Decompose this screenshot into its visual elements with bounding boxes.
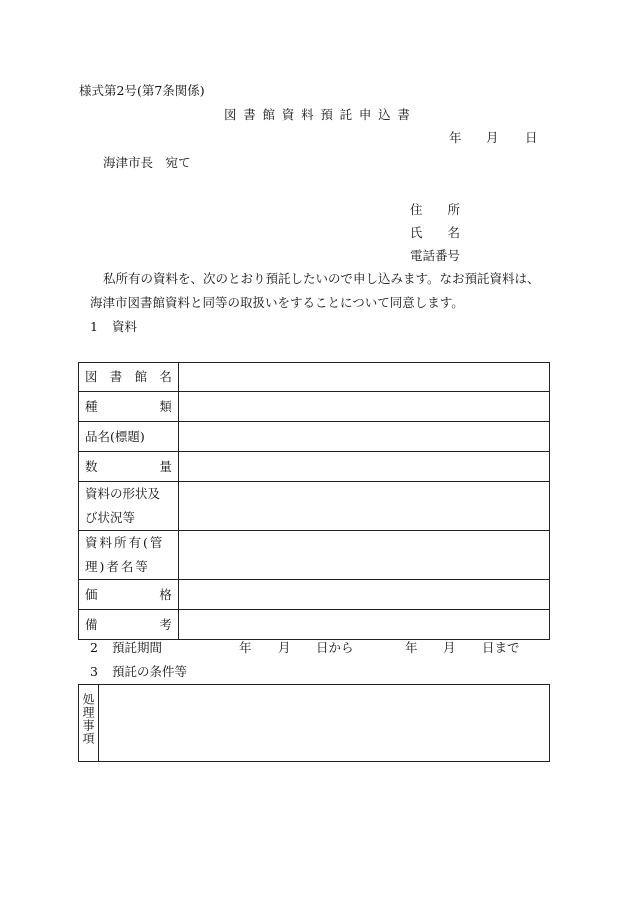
materials-table-body (79, 363, 550, 640)
period-day-from: 日から (316, 640, 354, 655)
materials-row-value[interactable] (178, 392, 549, 422)
date-year-label: 年 (449, 130, 462, 145)
materials-row (79, 363, 550, 392)
period-day-until: 日まで (482, 640, 520, 655)
title-char: 託 (339, 107, 353, 122)
processing-label-cell (79, 685, 99, 762)
materials-row-label: 品名(標題) (79, 422, 179, 452)
materials-row-label: 数 量 (79, 452, 179, 482)
section-2-label: 預託期間 (112, 640, 163, 655)
section-1-label: 資料 (112, 319, 138, 334)
materials-row (79, 580, 550, 610)
date-day-label: 日 (525, 130, 538, 145)
section-3-label: 預託の条件等 (112, 664, 188, 679)
name-label: 氏 名 (410, 225, 461, 240)
processing-row (79, 685, 550, 762)
addressee: 海津市長 宛て (103, 155, 191, 170)
title-char: 料 (301, 107, 314, 122)
title-char: 館 (262, 107, 276, 122)
title-char: 書 (397, 107, 410, 122)
period-year-from: 年 (239, 640, 252, 655)
materials-row-value[interactable] (178, 452, 549, 482)
title-char: 申 (358, 107, 372, 122)
body-line-2: 海津市図書館資料と同等の取扱いをすることについて同意します。 (90, 295, 464, 310)
title-chars (224, 107, 410, 123)
document-title (224, 107, 410, 123)
materials-row (79, 531, 550, 580)
section-3-number: 3 (90, 664, 98, 679)
title-char: 預 (320, 107, 333, 122)
form-number: 様式第2号(第7条関係) (79, 83, 205, 98)
materials-row-label: 価 格 (79, 580, 179, 610)
materials-row-value[interactable] (178, 363, 549, 392)
materials-row (79, 482, 550, 531)
title-char: 込 (378, 107, 391, 122)
materials-table (78, 362, 550, 640)
materials-row (79, 392, 550, 422)
materials-row-label: 資料所有(管理)者名等 (79, 531, 179, 580)
materials-row-value[interactable] (178, 531, 549, 580)
processing-label: 処理事項 (80, 693, 95, 745)
materials-row-value[interactable] (178, 482, 549, 531)
processing-table (78, 684, 550, 762)
materials-row-value[interactable] (178, 422, 549, 452)
title-char: 図 (224, 107, 237, 122)
processing-value-cell[interactable] (98, 685, 549, 762)
materials-row (79, 422, 550, 452)
section-2-number: 2 (90, 640, 98, 655)
materials-row-value[interactable] (178, 580, 549, 610)
address-label: 住 所 (410, 202, 461, 217)
materials-row-label: 図 書 館 名 (79, 363, 179, 392)
date-month-label: 月 (486, 130, 499, 145)
title-char: 書 (243, 107, 256, 122)
period-year-until: 年 (405, 640, 418, 655)
materials-row (79, 610, 550, 640)
materials-row-label: 備 考 (79, 610, 179, 640)
period-month-until: 月 (443, 640, 456, 655)
section-1-number: 1 (90, 319, 98, 334)
materials-row (79, 452, 550, 482)
phone-label: 電話番号 (410, 248, 461, 263)
period-month-from: 月 (278, 640, 291, 655)
materials-row-label: 資料の形状及び状況等 (79, 482, 179, 531)
materials-row-label: 種 類 (79, 392, 179, 422)
materials-row-value[interactable] (178, 610, 549, 640)
title-char: 資 (281, 107, 295, 122)
body-line-1: 私所有の資料を、次のとおり預託したいので申し込みます。なお預託資料は、 (103, 271, 540, 286)
